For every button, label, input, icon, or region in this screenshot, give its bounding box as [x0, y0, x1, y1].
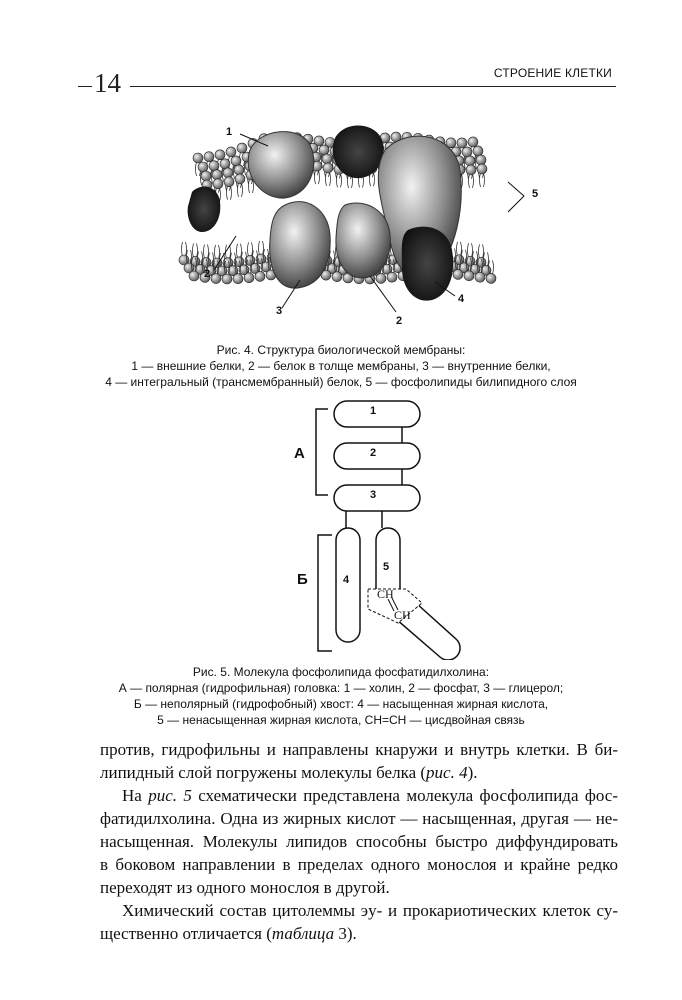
phosphate-box	[334, 443, 420, 469]
header-rule-left	[78, 86, 92, 87]
phospholipid-head	[464, 271, 474, 281]
phospholipid-tail	[204, 245, 209, 259]
phospholipid-tail	[237, 244, 242, 258]
part-2-label: 2	[370, 447, 377, 459]
ch-top-label: CH	[377, 587, 394, 601]
phospholipid-head	[211, 274, 221, 284]
phospholipid-tail	[249, 179, 254, 193]
phospholipid-tail	[215, 245, 220, 259]
paragraph-3-line: щественно отличается (таблица 3).	[100, 924, 357, 943]
running-title: СТРОЕНИЕ КЛЕТКИ	[493, 66, 612, 80]
phospholipid-head	[215, 150, 225, 160]
membrane-protein-2	[336, 203, 390, 278]
phospholipid-head	[465, 156, 475, 166]
phospholipid-tail	[315, 170, 320, 184]
phospholipid-head	[473, 146, 483, 156]
phospholipid-tail	[248, 242, 253, 256]
phospholipid-head	[387, 272, 397, 282]
phospholipid-head	[233, 274, 243, 284]
phospholipid-diagram	[280, 395, 480, 660]
phospholipid-head	[226, 147, 236, 157]
phospholipid-head	[468, 137, 478, 147]
figure5-caption-line: А — полярная (гидрофильная) головка: 1 — холин, 2 — фосфат, 3 — глицерол;	[118, 681, 564, 695]
paragraph-2-line: На рис. 5 схематически представлена молекула фосфолипида фос-	[122, 786, 618, 805]
phospholipid-head	[222, 274, 232, 284]
phospholipid-head	[322, 154, 332, 164]
phospholipid-head	[220, 159, 230, 169]
paragraph-2-line: переходят из одного монослоя в другой.	[100, 878, 390, 897]
paragraph-1-line: липидный слой погружены молекулы белка (рис. 4).	[100, 763, 478, 782]
phospholipid-head	[466, 165, 476, 175]
figure5-caption-line: Б — неполярный (гидрофобный) хвост: 4 — насыщенная жирная кислота,	[133, 697, 549, 711]
ch-bottom-label: CH	[394, 608, 411, 622]
body-text	[100, 738, 618, 945]
header-rule-right	[130, 86, 616, 87]
phospholipid-head	[376, 273, 386, 283]
bracket-5	[508, 182, 524, 212]
phospholipid-head	[255, 271, 265, 281]
group-a-label: А	[294, 445, 305, 462]
phospholipid-head	[319, 145, 329, 155]
paragraph-2-line: фатидилхолина. Одна из жирных кислот — насыщенная, другая — не-	[100, 809, 618, 828]
bracket-a	[316, 409, 328, 495]
phospholipid-tail	[480, 173, 485, 187]
paragraph-1-line: против, гидрофильны и направлены кнаружи и внутрь клетки. В би-	[100, 740, 618, 759]
phospholipid-tail	[337, 173, 342, 187]
phospholipid-head	[213, 179, 223, 189]
fig4-label-4: 4	[458, 293, 465, 305]
phospholipid-tail	[193, 243, 198, 257]
fig4-label-2-left: 2	[204, 268, 211, 280]
part-1-label: 1	[370, 405, 377, 417]
fig4-reference: рис. 4	[426, 763, 468, 782]
membrane-protein-dark-left	[188, 187, 221, 232]
page-number: 14	[94, 68, 121, 98]
phospholipid-head	[486, 273, 496, 283]
part-5-label: 5	[383, 561, 390, 573]
phospholipid-head	[332, 272, 342, 282]
fig4-label-5: 5	[532, 188, 539, 200]
phospholipid-head	[193, 153, 203, 163]
membrane-illustration	[170, 110, 550, 335]
figure4-caption-title: Рис. 4. Структура биологической мембраны:	[216, 343, 466, 357]
phospholipid-head	[235, 174, 245, 184]
phospholipid-tail	[479, 244, 484, 258]
glycerol-box	[334, 485, 420, 511]
fig4-label-2-bottom: 2	[396, 315, 403, 327]
unsaturated-tail-upper	[376, 528, 400, 589]
part-4-label: 4	[343, 574, 350, 586]
phospholipid-head	[453, 269, 463, 279]
phospholipid-head	[234, 165, 244, 175]
paragraph-2-line: в боковом направлении в пределах одного монослоя и крайне редко	[100, 855, 618, 874]
fig5-reference: рис. 5	[148, 786, 192, 805]
phospholipid-head	[244, 273, 254, 283]
phospholipid-head	[457, 138, 467, 148]
phospholipid-head	[477, 164, 487, 174]
phospholipid-head	[201, 171, 211, 181]
figure4-caption-line: 4 — интегральный (трансмембранный) белок, 5 — фосфолипиды билипидного слоя	[105, 375, 577, 389]
choline-box	[334, 401, 420, 427]
phospholipid-head	[212, 170, 222, 180]
phospholipid-head	[224, 177, 234, 187]
phospholipid-tail	[468, 243, 473, 257]
figure5-caption-line: 5 — ненасыщенная жирная кислота, CH=CH — цисдвойная связь	[157, 713, 525, 727]
inner-protein-3	[270, 202, 330, 288]
phospholipid-tail	[227, 186, 232, 200]
phospholipid-head	[476, 155, 486, 165]
part-3-label: 3	[370, 489, 377, 501]
phospholipid-head	[323, 163, 333, 173]
phospholipid-head	[223, 168, 233, 178]
figure4-caption	[60, 342, 622, 390]
phospholipid-tail	[182, 242, 187, 256]
phospholipid-head	[237, 143, 247, 153]
phospholipid-head	[462, 147, 472, 157]
phospholipid-head	[204, 152, 214, 162]
figure4-caption-line: 1 — внешние белки, 2 — белок в толще мембраны, 3 — внутренние белки,	[131, 359, 551, 373]
paragraph-2-line: насыщенная. Молекулы липидов способны быстро диффундировать	[100, 832, 618, 851]
figure5-caption	[60, 664, 622, 728]
table-reference: таблица	[271, 924, 335, 943]
paragraph-3-line: Химический состав цитолеммы эу- и прокариотических клеток су-	[122, 901, 618, 920]
fig4-label-3: 3	[276, 305, 283, 317]
phospholipid-tail	[457, 242, 462, 256]
group-b-label: Б	[297, 571, 308, 588]
phospholipid-head	[209, 161, 219, 171]
figure5-caption-title: Рис. 5. Молекула фосфолипида фосфатидилхолина:	[192, 665, 490, 679]
phospholipid-tail	[238, 183, 243, 197]
fig4-label-1: 1	[226, 126, 233, 138]
phospholipid-tail	[326, 172, 331, 186]
phospholipid-head	[189, 271, 199, 281]
bracket-b	[318, 535, 332, 651]
phospholipid-head	[231, 156, 241, 166]
phospholipid-head	[475, 272, 485, 282]
phospholipid-tail	[469, 174, 474, 188]
phospholipid-head	[198, 162, 208, 172]
phospholipid-tail	[259, 241, 264, 255]
